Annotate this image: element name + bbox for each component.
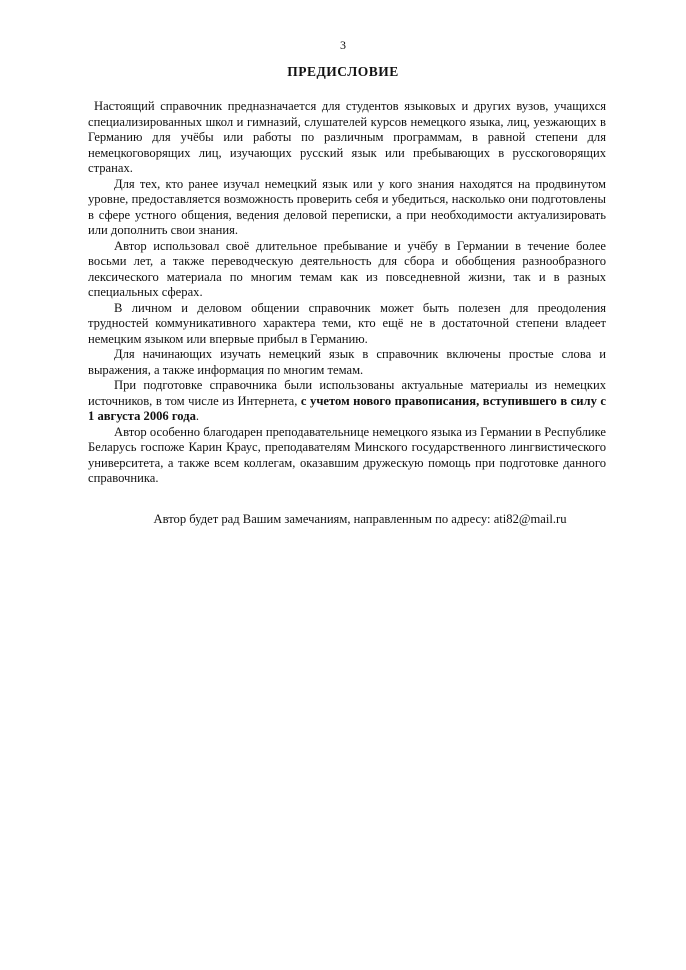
paragraph-6 (88, 378, 606, 425)
page-number: 3 (340, 38, 346, 52)
signoff-text: Автор будет рад Вашим замечаниям, направленным по адресу: ati82@mail.ru (153, 512, 567, 526)
paragraph-7: Автор особенно благодарен преподавательнице немецкого языка из Германии в Республике Беларусь госпоже Карин Краус, преподавателям Минского государственного лингвистического университета, а также всем коллегам, оказавшим дружескую помощь при подготовке данного справочника. (88, 424, 606, 485)
paragraph-6-text: При подготовке справочника были использованы актуальные материалы из немецких источников, в том числе из Интернета, (88, 378, 606, 408)
paragraph-3: Автор использовал своё длительное пребывание и учёбу в Германии в течение более восьми лет, а также переводческую деятельность для сбора и обобщения разнообразного лексического материала по многим темам как из повседневной жизни, так и в разных специальных сферах. (88, 238, 606, 299)
paragraph-6-bold: с учетом нового правописания, вступившего в силу с 1 августа 2006 года (88, 393, 606, 423)
page-title: ПРЕДИСЛОВИЕ (287, 64, 399, 79)
paragraph-4: В личном и деловом общении справочник может быть полезен для преодоления трудностей коммуникативного характера теми, кто ещё не в достаточной степени владеет немецким языком или впервые прибыл в Германию. (88, 300, 606, 346)
paragraph-5: Для начинающих изучать немецкий язык в справочник включены простые слова и выражения, а также информация по многим темам. (88, 347, 606, 377)
signoff-line (0, 512, 686, 527)
paragraph-2: Для тех, кто ранее изучал немецкий язык или у кого знания находятся на продвинутом уровне, предоставляется возможность проверить себя и убедиться, насколько они подготовлены в сфере устного общения, ведения деловой переписки, а при необходимости актуализировать или дополнить свои знания. (88, 176, 606, 237)
paragraph-6-end: . (195, 409, 200, 423)
body-text (88, 99, 606, 487)
paragraph-1: Настоящий справочник предназначается для студентов языковых и других вузов, учащихся специализированных школ и гимназий, слушателей курсов немецкого языка, лиц, уезжающих в Германию для учёбы или работы по различным программам, в равной степени для немецкоговорящих лиц, изучающих русский язык или пребывающих в русскоговорящих странах. (88, 99, 606, 175)
